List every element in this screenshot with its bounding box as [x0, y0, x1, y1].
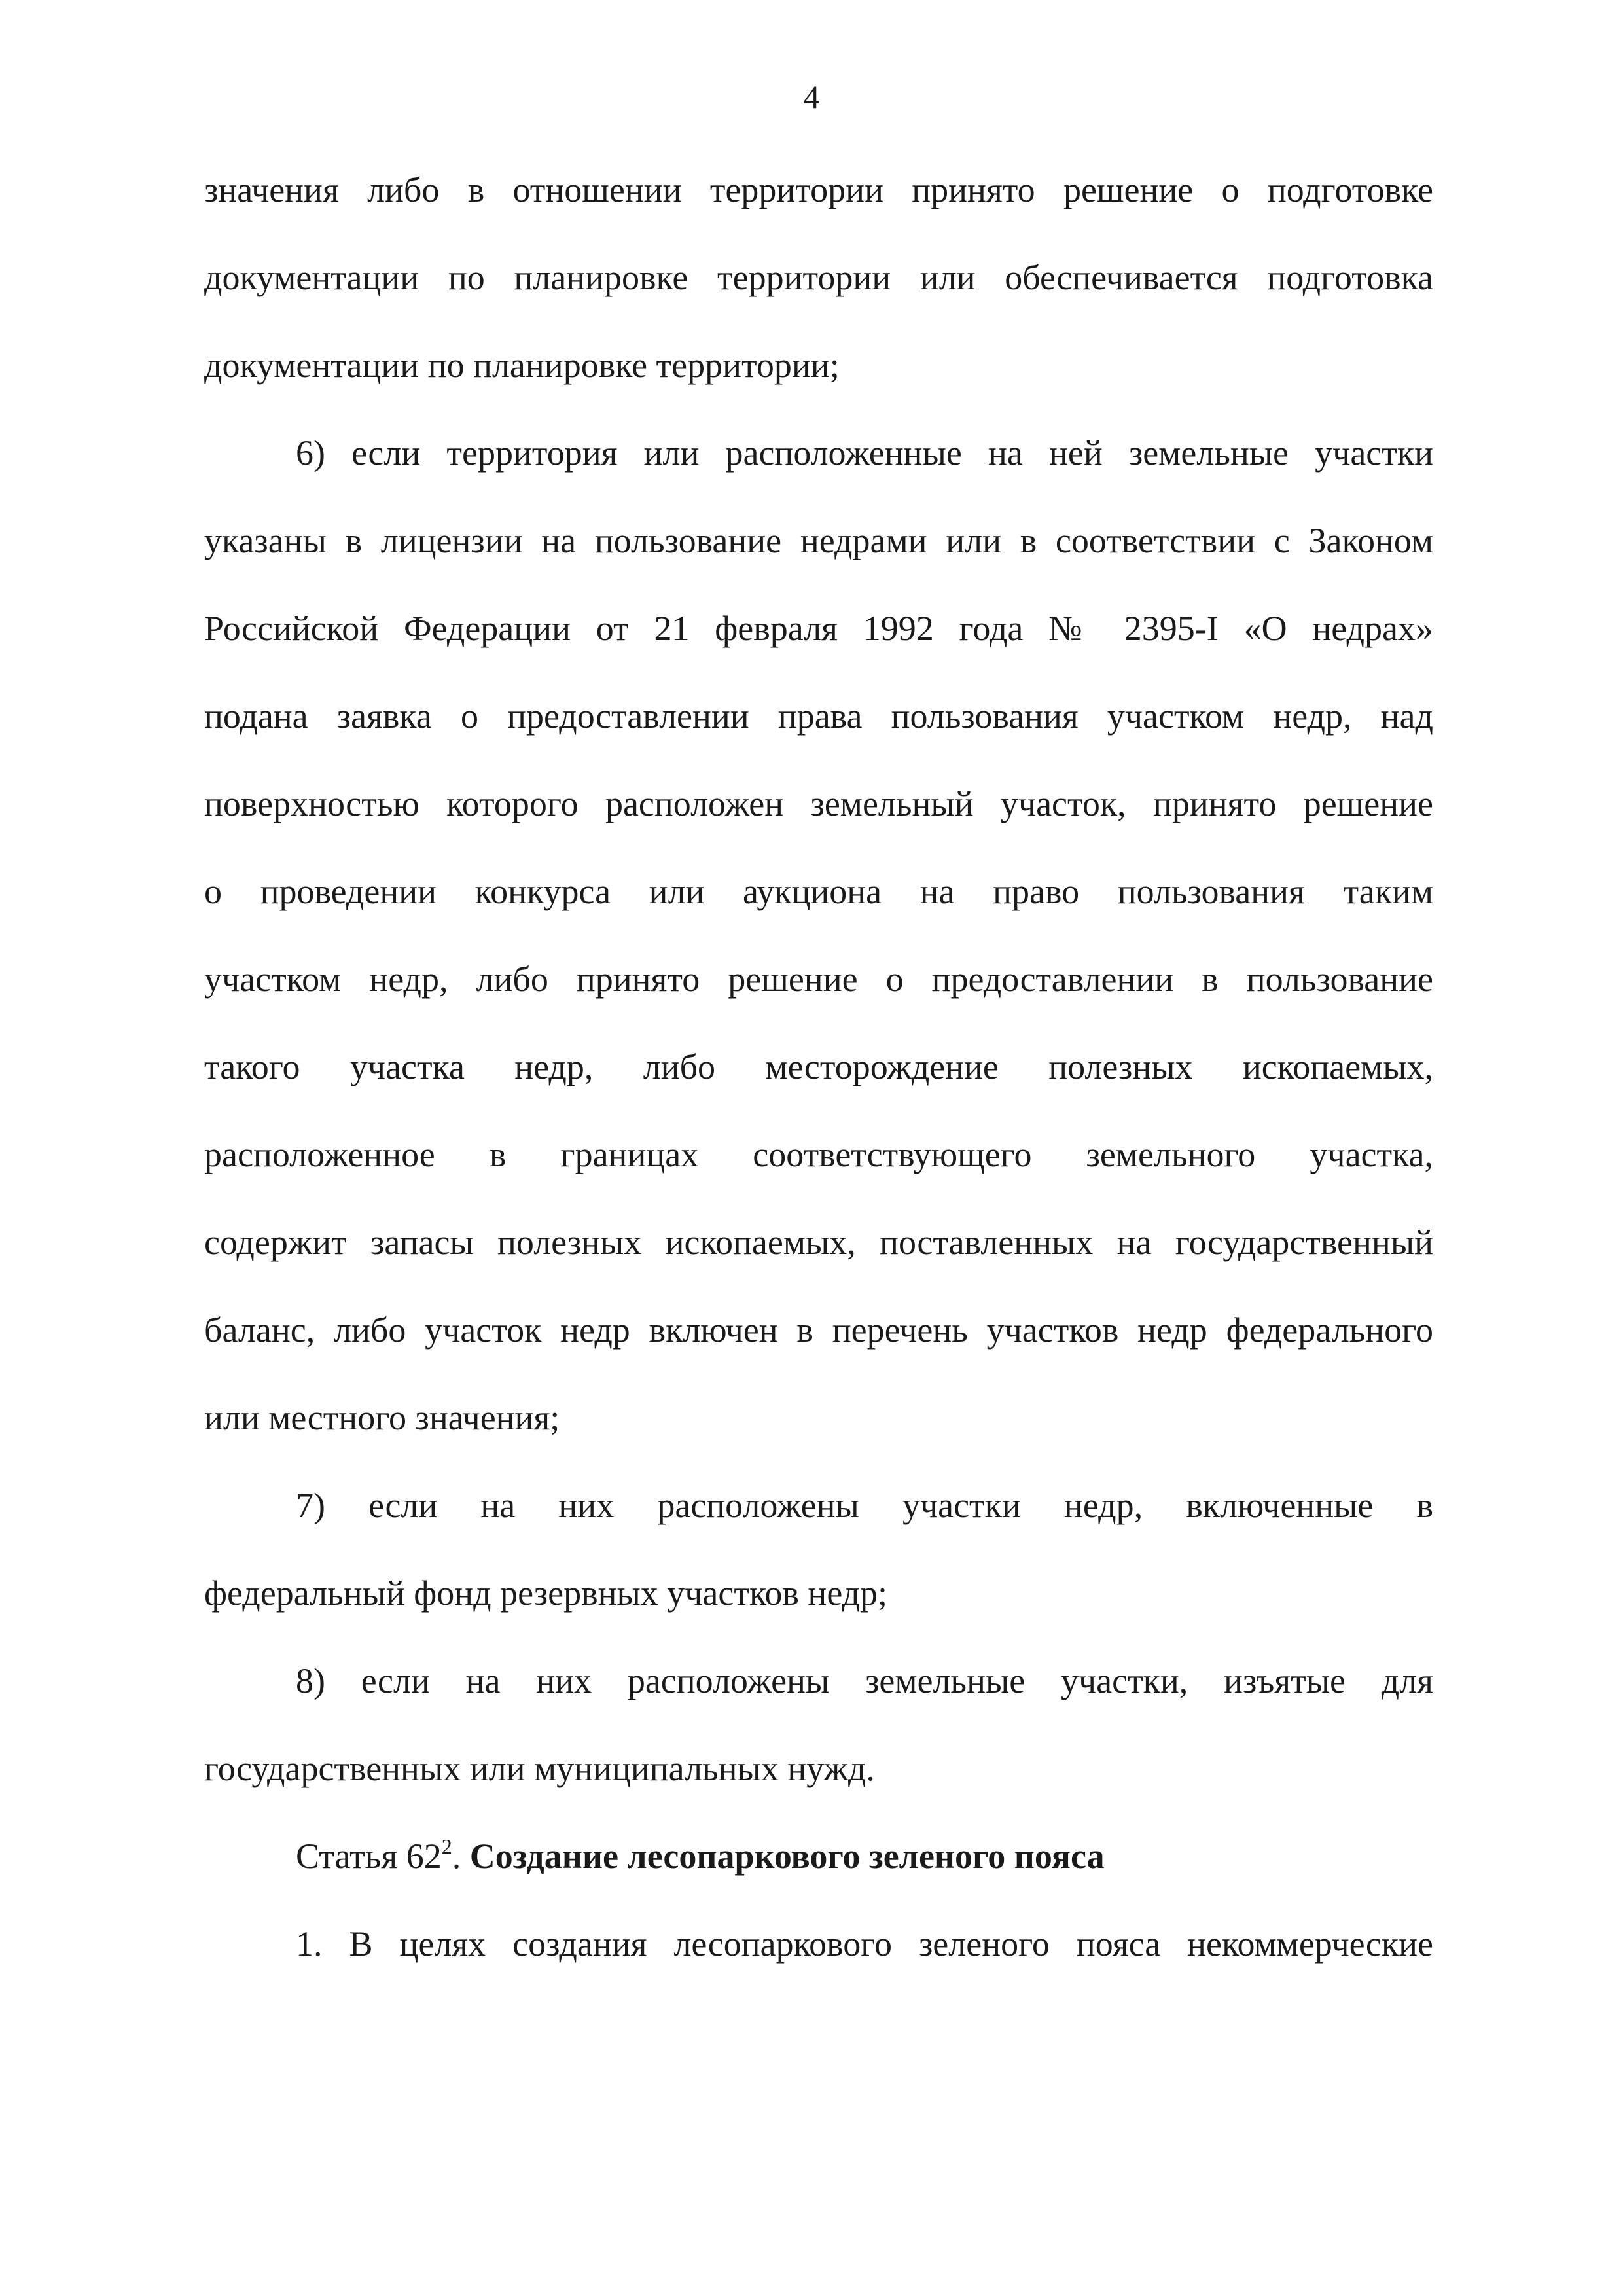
text-line: о проведении конкурса или аукциона на право пользования таким	[204, 872, 1433, 911]
text-line: расположенное в границах соответствующего земельного участка,	[204, 1135, 1433, 1174]
text-line: подана заявка о предоставлении права пользования участком недр, над	[204, 696, 1433, 736]
text-line: участком недр, либо принято решение о предоставлении в пользование	[204, 960, 1433, 999]
text-line: документации по планировке территории или обеспечивается подготовка	[204, 258, 1433, 297]
article-heading	[204, 1830, 1433, 1918]
text-line: государственных или муниципальных нужд.	[204, 1749, 875, 1788]
paragraph-7-start: 7) если на них расположены участки недр, включенные в	[296, 1486, 1433, 1525]
article-superscript: 2	[441, 1835, 452, 1858]
text-line: Российской Федерации от 21 февраля 1992 года № 2395-I «О недрах»	[204, 609, 1433, 648]
text-line: указаны в лицензии на пользование недрами или в соответствии с Законом	[204, 521, 1433, 560]
paragraph-6-start: 6) если территория или расположенные на ней земельные участки	[296, 433, 1433, 473]
text-line: поверхностью которого расположен земельный участок, принято решение	[204, 784, 1433, 823]
page-number: 4	[803, 79, 820, 115]
article-dot: .	[452, 1837, 470, 1876]
document-body	[204, 164, 1433, 2005]
text-line: или местного значения;	[204, 1398, 560, 1437]
paragraph-8-start: 8) если на них расположены земельные участки, изъятые для	[296, 1661, 1433, 1700]
text-line: федеральный фонд резервных участков недр;	[204, 1573, 888, 1613]
article-title: Создание лесопаркового зеленого пояса	[469, 1837, 1105, 1876]
text-line: содержит запасы полезных ископаемых, поставленных на государственный	[204, 1223, 1433, 1262]
text-line: баланс, либо участок недр включен в перечень участков недр федерального	[204, 1310, 1433, 1350]
text-line: значения либо в отношении территории принято решение о подготовке	[204, 170, 1433, 209]
text-line: документации по планировке территории;	[204, 346, 840, 385]
text-line: такого участка недр, либо месторождение полезных ископаемых,	[204, 1047, 1433, 1086]
article-number: Статья 62	[296, 1837, 442, 1876]
paragraph-1-start: 1. В целях создания лесопаркового зеленого пояса некоммерческие	[296, 1924, 1433, 1964]
